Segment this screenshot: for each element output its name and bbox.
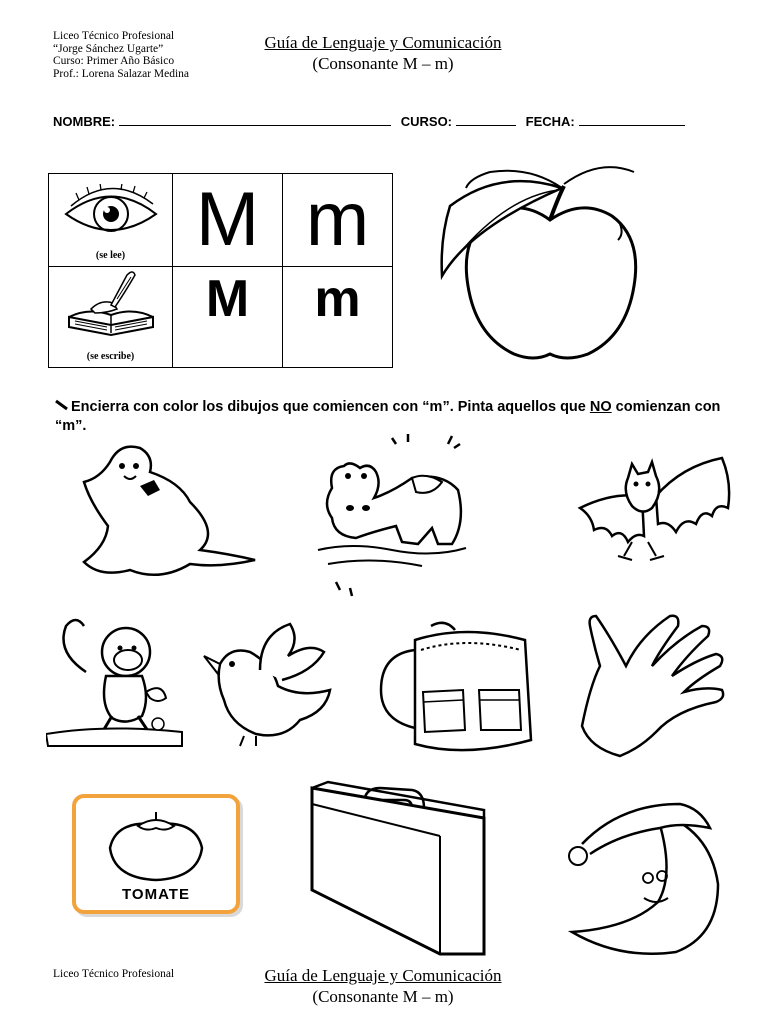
letter-table (48, 173, 393, 368)
write-lower-cell (283, 267, 393, 368)
hand-picture (560, 606, 740, 766)
name-label: NOMBRE: (53, 114, 116, 129)
student-fields (53, 114, 691, 129)
suitcase-picture (308, 778, 488, 956)
instruction (55, 398, 745, 436)
letter-lower-read: m (305, 177, 370, 262)
school-info (53, 30, 189, 80)
apple-picture (430, 158, 670, 366)
tomato-card (72, 794, 240, 914)
book-and-quill-icon (61, 269, 161, 341)
school-line: Prof.: Lorena Salazar Medina (53, 67, 190, 80)
page-title-block (200, 32, 566, 74)
write-cell (49, 267, 173, 368)
pencil-icon (55, 398, 71, 417)
letter-upper-write: M (205, 270, 250, 328)
bat-picture (572, 452, 740, 574)
date-label: FECHA: (525, 114, 575, 129)
footer-title-block (200, 965, 566, 1007)
backpack-picture (375, 620, 545, 760)
school-line: Liceo Técnico Profesional (53, 30, 175, 42)
tomato-picture (76, 798, 236, 890)
instruction-part1: Encierra con color los dibujos que comiencen con “m”. Pinta aquellos que (71, 399, 590, 415)
instruction-part2: comienzan con “m”. (55, 399, 721, 434)
bird-picture (200, 620, 355, 748)
name-field[interactable] (119, 114, 391, 126)
ghost-picture (70, 442, 265, 582)
tomato-label: TOMATE (122, 886, 190, 903)
school-line: “Jorge Sánchez Ugarte” (53, 42, 164, 55)
hippo-picture (312, 432, 472, 600)
footer-subtitle: (Consonante M – m) (312, 987, 454, 1006)
letter-upper-read: M (195, 177, 260, 262)
page-subtitle: (Consonante M – m) (312, 54, 454, 73)
moon-picture (560, 798, 732, 956)
read-caption: (se lee) (95, 250, 126, 261)
date-field[interactable] (579, 114, 685, 126)
footer-school: Liceo Técnico Profesional (53, 968, 175, 980)
read-cell (49, 174, 173, 267)
instruction-no: NO (589, 399, 612, 415)
monkey-picture (46, 612, 186, 752)
read-lower-cell (283, 174, 393, 267)
footer-title: Guía de Lenguaje y Comunicación (264, 966, 502, 985)
course-label: CURSO: (400, 114, 453, 129)
page-title: Guía de Lenguaje y Comunicación (264, 33, 502, 52)
letter-lower-write: m (314, 270, 361, 328)
read-upper-cell (173, 174, 283, 267)
write-caption: (se escribe) (86, 351, 135, 362)
write-upper-cell (173, 267, 283, 368)
eye-icon (61, 184, 161, 244)
school-line: Curso: Primer Año Básico (53, 55, 175, 67)
course-field[interactable] (456, 114, 516, 126)
